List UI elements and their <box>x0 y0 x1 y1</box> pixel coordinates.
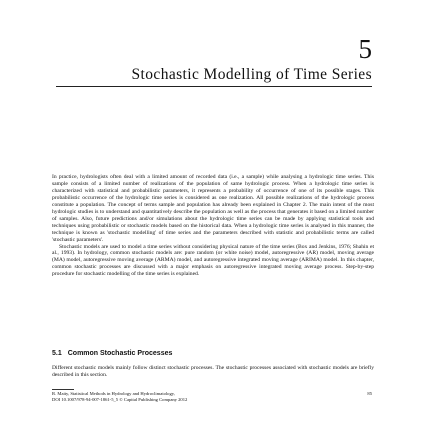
chapter-number: 5 <box>358 34 372 64</box>
citation-line: R. Maity, Statistical Methods in Hydrology and Hydroclimatology, <box>52 391 175 396</box>
title-rule <box>56 86 372 87</box>
page-number: 85 <box>367 391 372 396</box>
doi-line: DOI 10.1007/978-94-007-1861-5_5 © Capital Publishing Company 2012 <box>52 396 188 402</box>
section-text <box>52 365 374 379</box>
section-number: 5.1 <box>52 350 62 357</box>
footer-citation <box>52 391 187 402</box>
paragraph: In practice, hydrologists often deal with a limited amount of recorded data (i.e., a sample) while analysing a hydrologic time series. This sample consists of a limited number of realizations of the population of same hydrologic process. When a hydrologic time series is characterized with statistical and probabilistic parameters, it represents a probability of occurrence of one of its possible stages. This probabilistic occurrence of the hydrologic time series is considered as one realization. All possible realizations of the hydrologic process constitute a population. The concept of terms sample and population has already been explained in Chapter 2. The main intent of the most hydrologic studies is to understand and quantitatively describe the population as well as the process that generates it based on a limited number of samples. Also, future predictions and/or simulations about the hydrologic time series can be made by applying statistical tools and techniques using probabilistic or stochastic models based on the historical data. When a hydrologic time series is analysed in this manner, the technique is known as 'stochastic modelling' of time series and the parameters described with statistic and probabilistic terms are called 'stochastic parameters'. <box>52 174 374 243</box>
chapter-title: Stochastic Modelling of Time Series <box>131 66 372 83</box>
section-title: Common Stochastic Processes <box>67 350 173 357</box>
intro-text <box>52 174 374 278</box>
paragraph: Different stochastic models mainly follow distinct stochastic processes. The stochastic processes associated with stochastic models are briefly described in this section. <box>52 365 374 378</box>
paragraph: Stochastic models are used to model a time series without considering physical nature of the time series (Box and Jenkins, 1976; Shahin et al., 1993). In hydrology, common stochastic models are: pure random (or white noise) model, autoregressive (AR) model, moving average (MA) model, autoregressive moving average (ARMA) model, and autoregressive integrated moving average (ARIMA) model. In this chapter, common stochastic processes are discussed with a major emphasis on autoregressive integrated moving average process. Step-by-step procedure for stochastic modelling of the time series is explained. <box>52 243 374 278</box>
footer-rule <box>52 389 74 390</box>
section-heading <box>52 350 172 357</box>
